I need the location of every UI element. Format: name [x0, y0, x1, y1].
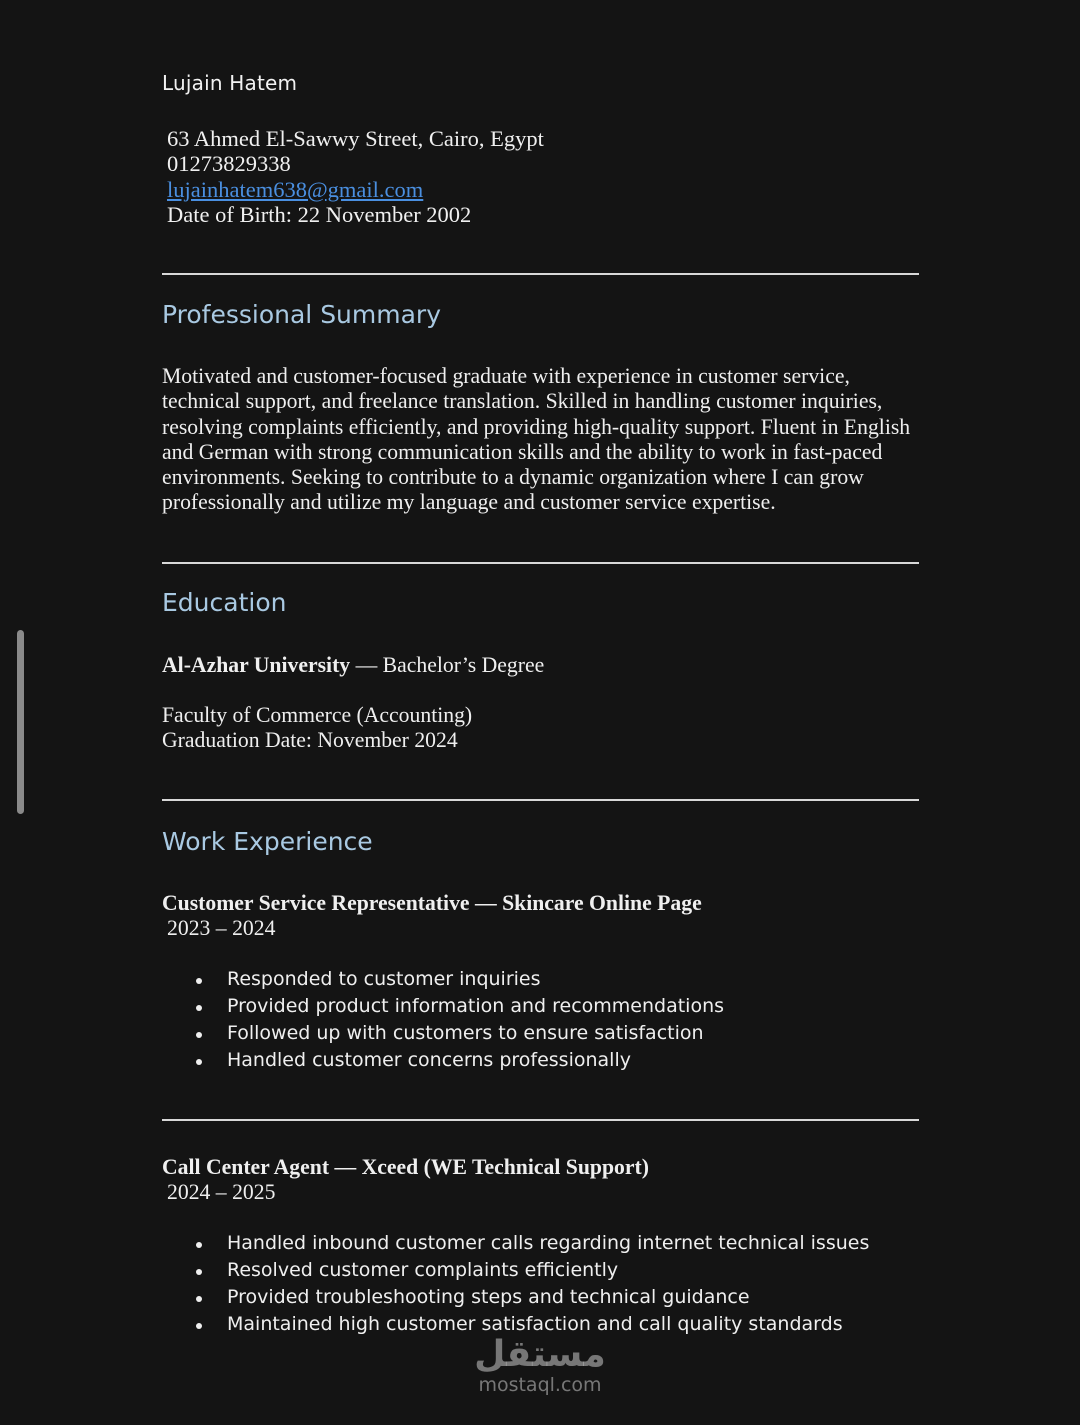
job-title: Customer Service Representative — Skincare Online Page: [162, 891, 702, 915]
graduation-date: Graduation Date: November 2024: [162, 728, 458, 753]
work-heading: Work Experience: [162, 827, 373, 856]
divider: [162, 799, 919, 801]
watermark-logo: [472, 1335, 608, 1395]
watermark-latin: mostaql.com: [478, 1374, 602, 1396]
divider: [162, 273, 919, 275]
date-of-birth: Date of Birth: 22 November 2002: [167, 201, 472, 227]
job-header: [162, 1155, 649, 1206]
summary-text: [162, 364, 922, 516]
job-title: Call Center Agent — Xceed (WE Technical Support): [162, 1155, 649, 1179]
summary-line: resolving complaints efficiently, and providing high-quality support. Fluent in English: [162, 414, 911, 439]
applicant-name: Lujain Hatem: [162, 71, 298, 95]
job-header: [162, 891, 702, 942]
summary-line: environments. Seeking to contribute to a dynamic organization where I can grow: [162, 465, 864, 490]
summary-heading: Professional Summary: [162, 300, 442, 329]
duty-item: Handled inbound customer calls regarding internet technical issues: [162, 1230, 869, 1257]
job-dates: 2024 – 2025: [167, 1180, 276, 1205]
school-name: Al-Azhar University: [162, 653, 351, 677]
education-entry: [162, 653, 544, 678]
summary-line: and German with strong communication skills and the ability to work in fast-paced: [162, 439, 883, 464]
scrollbar[interactable]: [17, 630, 24, 814]
divider: [162, 562, 919, 564]
contact-block: [167, 126, 544, 227]
summary-line: Motivated and customer-focused graduate with experience in customer service,: [162, 364, 850, 388]
watermark-arabic: مستقل: [474, 1334, 606, 1375]
faculty: Faculty of Commerce (Accounting): [162, 703, 473, 727]
job-duties: [162, 1230, 869, 1338]
address: 63 Ahmed El-Sawwy Street, Cairo, Egypt: [167, 126, 544, 151]
duty-item: Responded to customer inquiries: [162, 966, 724, 993]
job-dates: 2023 – 2024: [167, 916, 276, 941]
phone: 01273829338: [167, 151, 291, 177]
duty-item: Handled customer concerns professionally: [162, 1047, 724, 1074]
summary-line: professionally and utilize my language and customer service expertise.: [162, 490, 776, 515]
degree: — Bachelor’s Degree: [350, 653, 545, 677]
education-heading: Education: [162, 588, 287, 617]
email-link[interactable]: lujainhatem638@gmail.com: [167, 176, 424, 202]
duty-item: Followed up with customers to ensure satisfaction: [162, 1020, 724, 1047]
education-details: [162, 703, 472, 754]
duty-item: Maintained high customer satisfaction and call quality standards: [162, 1311, 869, 1338]
duty-item: Provided troubleshooting steps and technical guidance: [162, 1284, 869, 1311]
duty-item: Resolved customer complaints efficiently: [162, 1257, 869, 1284]
job-duties: [162, 966, 724, 1074]
divider: [162, 1119, 919, 1121]
duty-item: Provided product information and recommendations: [162, 993, 724, 1020]
summary-line: technical support, and freelance translation. Skilled in handling customer inquiries,: [162, 389, 883, 414]
